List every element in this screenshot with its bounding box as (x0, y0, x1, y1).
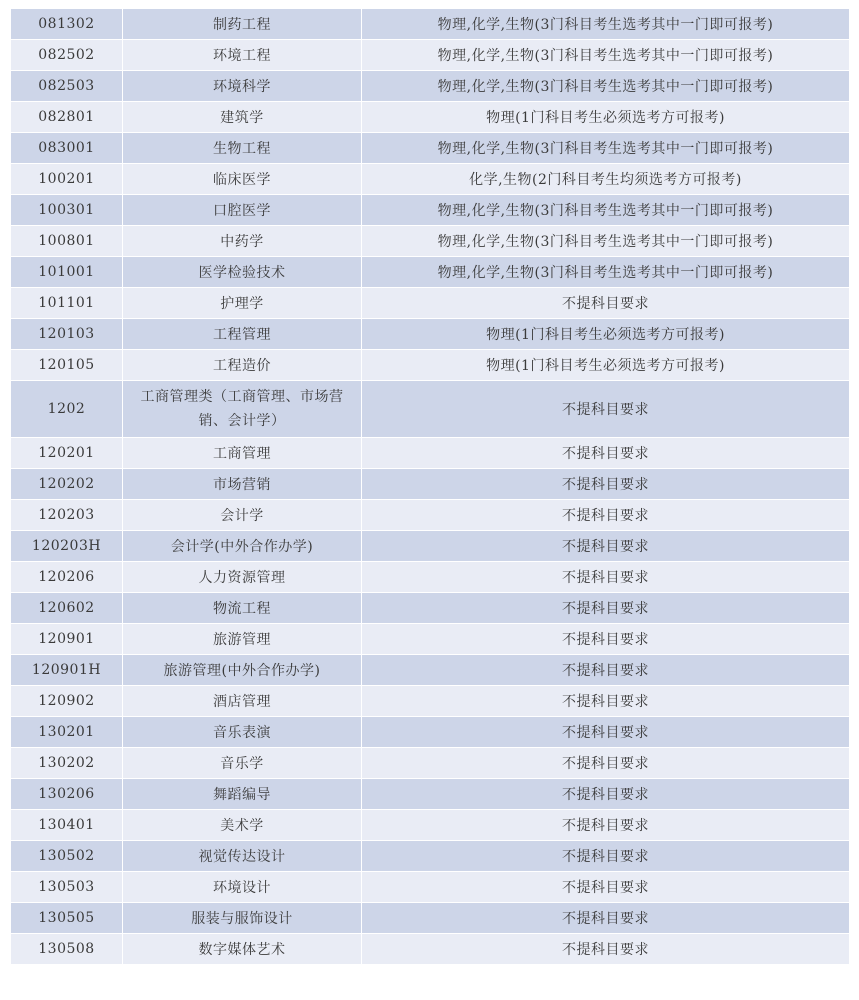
major-code-cell: 130502 (11, 841, 123, 872)
table-row (11, 624, 849, 655)
major-code-cell: 100301 (11, 195, 123, 226)
table-row (11, 717, 849, 748)
subject-requirement-cell: 不提科目要求 (362, 686, 849, 717)
major-name-cell: 美术学 (123, 810, 362, 841)
major-name-cell: 旅游管理(中外合作办学) (123, 655, 362, 686)
major-name-cell: 市场营销 (123, 469, 362, 500)
table-row (11, 593, 849, 624)
major-name-cell: 口腔医学 (123, 195, 362, 226)
major-name-cell: 工程管理 (123, 319, 362, 350)
major-name-cell: 环境科学 (123, 71, 362, 102)
subject-requirement-cell: 不提科目要求 (362, 500, 849, 531)
major-code-cell: 130505 (11, 903, 123, 934)
major-name-cell: 会计学 (123, 500, 362, 531)
major-code-cell: 120206 (11, 562, 123, 593)
subject-requirement-cell: 不提科目要求 (362, 381, 849, 438)
subject-requirement-cell: 物理,化学,生物(3门科目考生选考其中一门即可报考) (362, 226, 849, 257)
major-code-cell: 100201 (11, 164, 123, 195)
table-row (11, 779, 849, 810)
major-code-cell: 120902 (11, 686, 123, 717)
subject-requirement-cell: 物理(1门科目考生必须选考方可报考) (362, 350, 849, 381)
table-row (11, 195, 849, 226)
major-code-cell: 120901 (11, 624, 123, 655)
subject-requirement-cell: 不提科目要求 (362, 531, 849, 562)
major-requirements-table-container (11, 9, 849, 965)
subject-requirement-cell: 物理,化学,生物(3门科目考生选考其中一门即可报考) (362, 9, 849, 40)
subject-requirement-cell: 物理,化学,生物(3门科目考生选考其中一门即可报考) (362, 40, 849, 71)
major-code-cell: 130401 (11, 810, 123, 841)
table-row (11, 686, 849, 717)
major-code-cell: 130201 (11, 717, 123, 748)
major-name-cell: 音乐表演 (123, 717, 362, 748)
subject-requirement-cell: 不提科目要求 (362, 288, 849, 319)
subject-requirement-cell: 不提科目要求 (362, 903, 849, 934)
subject-requirement-cell: 不提科目要求 (362, 748, 849, 779)
major-code-cell: 120105 (11, 350, 123, 381)
major-name-cell: 数字媒体艺术 (123, 934, 362, 965)
table-row (11, 438, 849, 469)
table-row (11, 469, 849, 500)
major-name-cell: 医学检验技术 (123, 257, 362, 288)
subject-requirement-cell: 物理(1门科目考生必须选考方可报考) (362, 102, 849, 133)
major-name-cell: 制药工程 (123, 9, 362, 40)
major-code-cell: 120203 (11, 500, 123, 531)
subject-requirement-cell: 不提科目要求 (362, 562, 849, 593)
major-name-cell: 工程造价 (123, 350, 362, 381)
major-name-cell: 酒店管理 (123, 686, 362, 717)
major-name-cell: 物流工程 (123, 593, 362, 624)
major-code-cell: 082502 (11, 40, 123, 71)
subject-requirement-cell: 物理,化学,生物(3门科目考生选考其中一门即可报考) (362, 71, 849, 102)
subject-requirement-cell: 不提科目要求 (362, 469, 849, 500)
major-code-cell: 130202 (11, 748, 123, 779)
major-name-cell: 视觉传达设计 (123, 841, 362, 872)
major-code-cell: 130503 (11, 872, 123, 903)
major-name-cell: 工商管理 (123, 438, 362, 469)
major-code-cell: 082801 (11, 102, 123, 133)
subject-requirement-cell: 不提科目要求 (362, 872, 849, 903)
major-name-cell: 工商管理类（工商管理、市场营销、会计学） (123, 381, 362, 438)
subject-requirement-cell: 不提科目要求 (362, 934, 849, 965)
major-name-cell: 人力资源管理 (123, 562, 362, 593)
major-name-cell: 临床医学 (123, 164, 362, 195)
table-row (11, 810, 849, 841)
table-row (11, 350, 849, 381)
major-code-cell: 130508 (11, 934, 123, 965)
table-row (11, 288, 849, 319)
major-code-cell: 081302 (11, 9, 123, 40)
major-name-cell: 环境工程 (123, 40, 362, 71)
subject-requirement-cell: 化学,生物(2门科目考生均须选考方可报考) (362, 164, 849, 195)
table-row (11, 319, 849, 350)
major-code-cell: 082503 (11, 71, 123, 102)
table-row (11, 500, 849, 531)
major-code-cell: 120103 (11, 319, 123, 350)
major-code-cell: 120901H (11, 655, 123, 686)
table-row (11, 164, 849, 195)
major-name-cell: 服装与服饰设计 (123, 903, 362, 934)
subject-requirement-cell: 不提科目要求 (362, 779, 849, 810)
subject-requirement-cell: 物理,化学,生物(3门科目考生选考其中一门即可报考) (362, 257, 849, 288)
table-row (11, 9, 849, 40)
subject-requirement-cell: 不提科目要求 (362, 624, 849, 655)
major-name-cell: 舞蹈编导 (123, 779, 362, 810)
major-code-cell: 101001 (11, 257, 123, 288)
major-name-cell: 建筑学 (123, 102, 362, 133)
subject-requirement-cell: 物理(1门科目考生必须选考方可报考) (362, 319, 849, 350)
major-name-cell: 生物工程 (123, 133, 362, 164)
major-name-cell: 音乐学 (123, 748, 362, 779)
table-row (11, 381, 849, 438)
table-row (11, 531, 849, 562)
major-code-cell: 120602 (11, 593, 123, 624)
major-code-cell: 120202 (11, 469, 123, 500)
subject-requirement-cell: 不提科目要求 (362, 593, 849, 624)
table-row (11, 102, 849, 133)
subject-requirement-cell: 不提科目要求 (362, 841, 849, 872)
table-row (11, 872, 849, 903)
major-code-cell: 120201 (11, 438, 123, 469)
major-name-cell: 环境设计 (123, 872, 362, 903)
table-row (11, 655, 849, 686)
major-name-cell: 会计学(中外合作办学) (123, 531, 362, 562)
major-requirements-table (11, 9, 849, 965)
subject-requirement-cell: 物理,化学,生物(3门科目考生选考其中一门即可报考) (362, 133, 849, 164)
table-row (11, 903, 849, 934)
subject-requirement-cell: 不提科目要求 (362, 717, 849, 748)
major-code-cell: 1202 (11, 381, 123, 438)
table-row (11, 71, 849, 102)
major-code-cell: 120203H (11, 531, 123, 562)
major-name-cell: 旅游管理 (123, 624, 362, 655)
table-row (11, 841, 849, 872)
major-code-cell: 101101 (11, 288, 123, 319)
table-row (11, 133, 849, 164)
major-name-cell: 中药学 (123, 226, 362, 257)
table-row (11, 562, 849, 593)
table-row (11, 40, 849, 71)
subject-requirement-cell: 物理,化学,生物(3门科目考生选考其中一门即可报考) (362, 195, 849, 226)
table-row (11, 934, 849, 965)
major-code-cell: 083001 (11, 133, 123, 164)
subject-requirement-cell: 不提科目要求 (362, 438, 849, 469)
table-row (11, 748, 849, 779)
major-name-cell: 护理学 (123, 288, 362, 319)
major-code-cell: 130206 (11, 779, 123, 810)
subject-requirement-cell: 不提科目要求 (362, 810, 849, 841)
subject-requirement-cell: 不提科目要求 (362, 655, 849, 686)
table-row (11, 257, 849, 288)
major-code-cell: 100801 (11, 226, 123, 257)
table-row (11, 226, 849, 257)
table-body (11, 9, 849, 965)
